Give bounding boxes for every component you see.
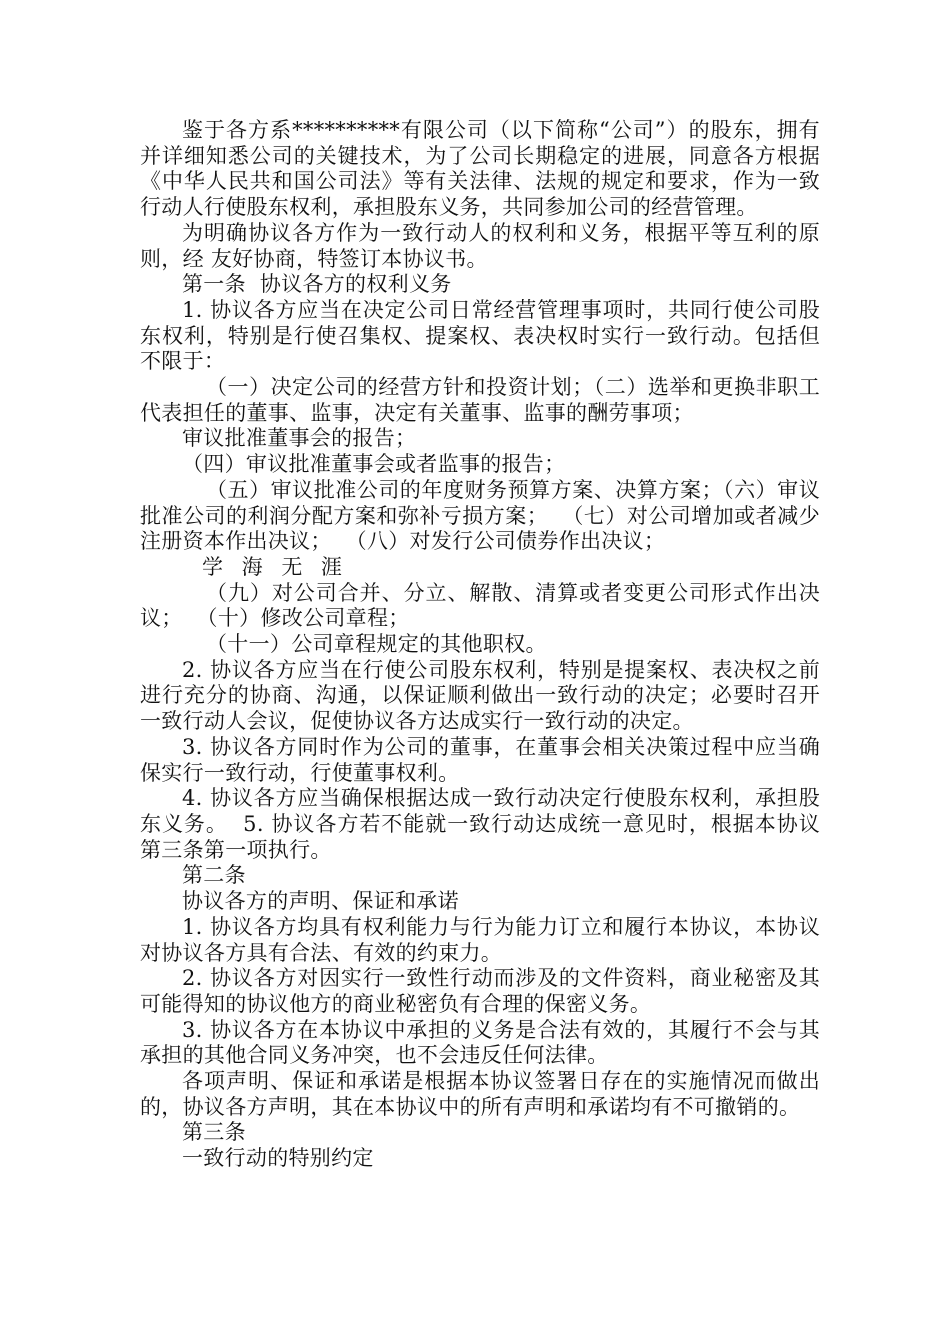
clause-2-1: 1. 协议各方均具有权利能力与行为能力订立和履行本协议，本协议对协议各方具有合法、有效的约束力。 [140,914,820,965]
watermark-motto: 学 海 无 涯 [202,554,349,579]
clause-1-3: 3. 协议各方同时作为公司的董事，在董事会相关决策过程中应当确保实行一致行动，行使董事权利。 [140,734,820,785]
clause-2-2: 2. 协议各方对因实行一致性行动而涉及的文件资料，商业秘密及其可能得知的协议他方的商业秘密负有合理的保密义务。 [140,966,820,1016]
item-11: （十一）公司章程规定的其他职权。 [206,632,547,657]
document-page [140,118,820,1172]
item-5-8: （五）审议批准公司的年度财务预算方案、决算方案；（六）审议批准公司的利润分配方案和弥补亏损方案； （七）对公司增加或者减少注册资本作出决议； （八）对发行公司债券作出决议； [140,477,820,554]
clause-2-statement: 各项声明、保证和承诺是根据本协议签署日存在的实施情况而做出的，协议各方声明，其在本协议中的所有声明和承诺均有不可撤销的。 [140,1069,820,1119]
item-1-2: （一）决定公司的经营方针和投资计划；（二）选举和更换非职工代表担任的董事、监事，决定有关董事、监事的酬劳事项； [140,375,820,425]
article-3-title: 一致行动的特别约定 [182,1146,374,1171]
item-3: 审议批准董事会的报告； [182,426,417,451]
clause-1-1: 1. 协议各方应当在决定公司日常经营管理事项时，共同行使公司股东权利，特别是行使召集权、提案权、表决权时实行一致行动。包括但不限于： [140,297,820,374]
clause-1-2: 2. 协议各方应当在行使公司股东权利，特别是提案权、表决权之前进行充分的协商、沟通，以保证顺利做出一致行动的决定；必要时召开一致行动人会议，促使协议各方达成实行一致行动的决定。 [140,657,820,734]
article-1-heading: 第一条 协议各方的权利义务 [182,272,452,297]
item-4: （四）审议批准董事会或者监事的报告； [182,452,566,477]
clause-2-3: 3. 协议各方在本协议中承担的义务是合法有效的，其履行不会与其承担的其他合同义务冲突，也不会违反任何法律。 [140,1017,820,1068]
article-2-title: 协议各方的声明、保证和承诺 [182,889,459,914]
item-9-10: （九）对公司合并、分立、解散、清算或者变更公司形式作出决议； （十）修改公司章程； [140,580,820,631]
article-2-number: 第二条 [182,863,246,888]
paragraph-purpose: 为明确协议各方作为一致行动人的权利和义务，根据平等互利的原则，经 友好协商，特签订本协议书。 [140,220,820,271]
clause-1-4-5: 4. 协议各方应当确保根据达成一致行动决定行使股东权利，承担股东义务。 5. 协议各方若不能就一致行动达成统一意见时，根据本协议第三条第一项执行。 [140,786,820,862]
paragraph-preamble: 鉴于各方系**********有限公司（以下简称“公司”）的股东，拥有并详细知悉公司的关键技术，为了公司长期稳定的进展，同意各方根据《中华人民共和国公司法》等有关法律、法规的规定和要求，作为一致行动人行使股东权利，承担股东义务，共同参加公司的经营管理。 [140,118,820,220]
article-3-number: 第三条 [182,1120,246,1145]
